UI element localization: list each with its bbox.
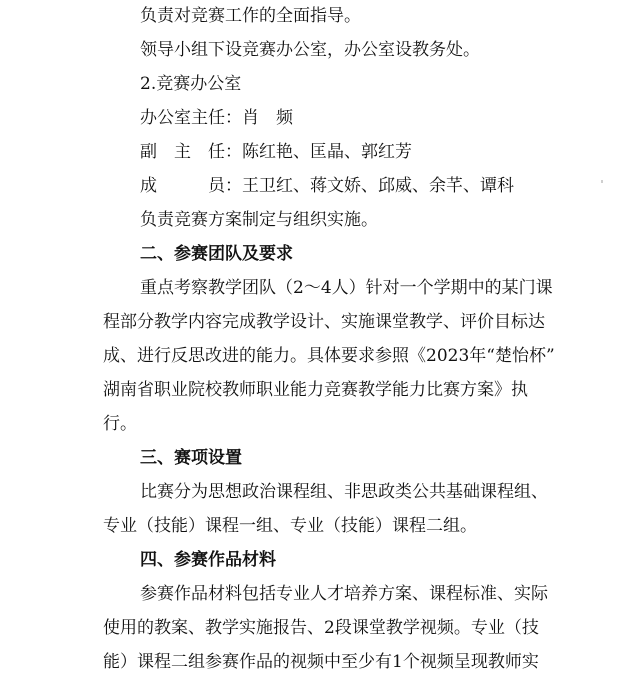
section-heading: 二、参赛团队及要求 bbox=[140, 244, 293, 264]
scan-mark bbox=[601, 180, 603, 183]
section-heading: 2.竞赛办公室 bbox=[140, 74, 242, 94]
text-line: 负责竞赛方案制定与组织实施。 bbox=[140, 210, 378, 230]
text-line: 能）课程二组参赛作品的视频中至少有1个视频呈现教师实 bbox=[103, 652, 539, 672]
text-line: 行。 bbox=[103, 414, 137, 434]
text-line: 副 主 任：陈红艳、匡晶、郭红芳 bbox=[140, 142, 412, 162]
text-line: 程部分教学内容完成教学设计、实施课堂教学、评价目标达 bbox=[103, 312, 545, 332]
section-heading: 三、赛项设置 bbox=[140, 448, 242, 468]
text-line: 使用的教案、教学实施报告、2段课堂教学视频。专业（技 bbox=[103, 618, 539, 638]
text-line: 重点考察教学团队（2～4人）针对一个学期中的某门课 bbox=[140, 278, 553, 298]
text-line: 专业（技能）课程一组、专业（技能）课程二组。 bbox=[103, 516, 477, 536]
text-line: 参赛作品材料包括专业人才培养方案、课程标准、实际 bbox=[140, 584, 548, 604]
text-line: 负责对竞赛工作的全面指导。 bbox=[140, 6, 361, 26]
text-line: 办公室主任：肖 频 bbox=[140, 108, 293, 128]
text-line: 领导小组下设竞赛办公室，办公室设教务处。 bbox=[140, 40, 480, 60]
text-line: 成 员：王卫红、蒋文娇、邱威、余芊、谭科 bbox=[140, 176, 514, 196]
text-line: 比赛分为思想政治课程组、非思政类公共基础课程组、 bbox=[140, 482, 548, 502]
text-line: 成、进行反思改进的能力。具体要求参照《2023年“楚怡杯” bbox=[103, 346, 555, 366]
text-line: 湖南省职业院校教师职业能力竞赛教学能力比赛方案》执 bbox=[103, 380, 528, 400]
section-heading: 四、参赛作品材料 bbox=[140, 550, 276, 570]
